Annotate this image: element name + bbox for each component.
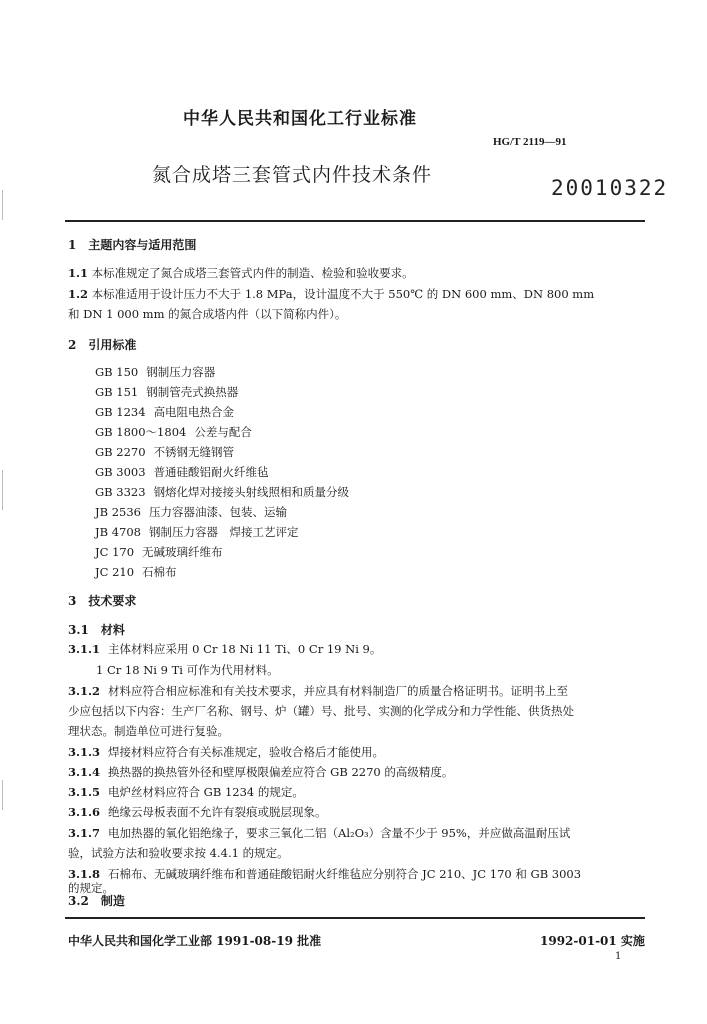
clause-line bbox=[68, 866, 581, 882]
clause-text: 的规定。 bbox=[68, 881, 114, 895]
reference-item bbox=[95, 444, 234, 460]
clause-number: 1.2 bbox=[68, 287, 89, 301]
reference-code: JB 4708 bbox=[95, 525, 141, 539]
reference-item bbox=[95, 524, 298, 540]
reference-item bbox=[95, 504, 287, 520]
clause-line bbox=[68, 641, 381, 657]
reference-code: JC 210 bbox=[95, 565, 135, 579]
reference-item bbox=[95, 424, 252, 440]
clause-number: 3.1.3 bbox=[68, 745, 101, 759]
clause-line bbox=[68, 804, 327, 820]
clause-line bbox=[68, 845, 289, 861]
clause-text: 绝缘云母板表面不允许有裂痕或脱层现象。 bbox=[108, 805, 327, 819]
clause-text: 验，试验方法和验收要求按 4.4.1 的规定。 bbox=[68, 846, 289, 860]
clause-text: 理状态。制造单位可进行复验。 bbox=[68, 724, 229, 738]
reference-code: JB 2536 bbox=[95, 505, 141, 519]
clause-number: 3.1.1 bbox=[68, 642, 101, 656]
clause-line bbox=[68, 825, 570, 841]
standard-number: HG/T 2119—91 bbox=[493, 136, 567, 148]
clause-line bbox=[68, 784, 304, 800]
clause-1-2-cont: 和 DN 1 000 mm 的氮合成塔内件（以下简称内件）。 bbox=[68, 307, 347, 321]
org-title: 中华人民共和国化工行业标准 bbox=[183, 109, 417, 129]
clause-1-2 bbox=[68, 286, 594, 302]
footer-rule bbox=[65, 917, 645, 919]
reference-name: 高电阻电热合金 bbox=[153, 405, 235, 419]
clause-text: 石棉布、无碱玻璃纤维布和普通硅酸铝耐火纤维毡应分别符合 JC 210、JC 170 和 GB 3003 bbox=[108, 867, 582, 881]
clause-text: 本标准适用于设计压力不大于 1.8 MPa，设计温度不大于 550℃ 的 DN 600 mm、DN 800 mm bbox=[91, 287, 595, 301]
clause-number: 3.1.5 bbox=[68, 785, 101, 799]
reference-code: GB 1800～1804 bbox=[95, 425, 187, 439]
clause-text: 材料应符合相应标准和有关技术要求，并应具有材料制造厂的质量合格证明书。证明书上至 bbox=[108, 684, 569, 698]
reference-code: JC 170 bbox=[95, 545, 135, 559]
clause-text: 电加热器的氧化铝绝缘子，要求三氧化二铝（Al₂O₃）含量不少于 95%，并应做高温耐压试 bbox=[108, 826, 571, 840]
reference-name: 压力容器油漆、包装、运输 bbox=[148, 505, 287, 519]
clause-text: 少应包括以下内容：生产厂名称、钢号、炉（罐）号、批号、实测的化学成分和力学性能、供货热处 bbox=[68, 704, 574, 718]
reference-item bbox=[95, 464, 269, 480]
reference-name: 普通硅酸铝耐火纤维毡 bbox=[153, 465, 269, 479]
reference-code: GB 150 bbox=[95, 365, 139, 379]
clause-text: 1 Cr 18 Ni 9 Ti 可作为代用材料。 bbox=[96, 663, 279, 677]
reference-item bbox=[95, 544, 223, 560]
clause-number: 3.1.7 bbox=[68, 826, 101, 840]
section-3-heading: 3 技术要求 bbox=[68, 594, 137, 608]
clause-number: 3.1.6 bbox=[68, 805, 101, 819]
section-2-heading: 2 引用标准 bbox=[68, 338, 137, 352]
reference-code: GB 2270 bbox=[95, 445, 146, 459]
clause-line bbox=[68, 744, 384, 760]
reference-item bbox=[95, 404, 234, 420]
clause-1-1 bbox=[68, 265, 414, 281]
clause-line bbox=[96, 662, 279, 678]
clause-text: 焊接材料应符合有关标准规定，验收合格后才能使用。 bbox=[108, 745, 385, 759]
reference-name: 钢制管壳式换热器 bbox=[146, 385, 239, 399]
date-stamp: 20010322 bbox=[551, 176, 669, 200]
reference-item bbox=[95, 564, 177, 580]
scan-edge-mark bbox=[2, 470, 3, 510]
clause-line bbox=[68, 703, 574, 719]
clause-text: 主体材料应采用 0 Cr 18 Ni 11 Ti、0 Cr 19 Ni 9。 bbox=[108, 642, 382, 656]
reference-name: 不锈钢无缝钢管 bbox=[153, 445, 235, 459]
reference-name: 无碱玻璃纤维布 bbox=[142, 545, 223, 559]
subsection-3-2-heading: 3.2 制造 bbox=[68, 894, 125, 908]
reference-item bbox=[95, 384, 238, 400]
clause-text: 本标准规定了氮合成塔三套管式内件的制造、检验和验收要求。 bbox=[91, 266, 414, 280]
clause-text: 电炉丝材料应符合 GB 1234 的规定。 bbox=[108, 785, 304, 799]
clause-number: 3.1.4 bbox=[68, 765, 101, 779]
reference-name: 公差与配合 bbox=[194, 425, 252, 439]
reference-name: 钢制压力容器 bbox=[146, 365, 216, 379]
scan-edge-mark bbox=[2, 780, 3, 810]
approval-line: 中华人民共和国化学工业部 1991-08-19 批准 bbox=[68, 934, 322, 948]
reference-item bbox=[95, 364, 215, 380]
clause-number: 3.1.8 bbox=[68, 867, 101, 881]
reference-code: GB 151 bbox=[95, 385, 139, 399]
subsection-3-1-heading: 3.1 材料 bbox=[68, 623, 125, 637]
clause-text: 换热器的换热管外径和壁厚极限偏差应符合 GB 2270 的高级精度。 bbox=[108, 765, 454, 779]
section-1-heading: 1 主题内容与适用范围 bbox=[68, 238, 197, 252]
reference-code: GB 1234 bbox=[95, 405, 146, 419]
reference-name: 钢熔化焊对接接头射线照相和质量分级 bbox=[153, 485, 350, 499]
scan-edge-mark bbox=[2, 190, 3, 220]
reference-name: 钢制压力容器 焊接工艺评定 bbox=[148, 525, 299, 539]
clause-line bbox=[68, 683, 568, 699]
reference-name: 石棉布 bbox=[142, 565, 177, 579]
reference-code: GB 3323 bbox=[95, 485, 146, 499]
reference-item bbox=[95, 484, 349, 500]
reference-code: GB 3003 bbox=[95, 465, 146, 479]
effective-date: 1992-01-01 实施 bbox=[540, 934, 645, 948]
page-number: 1 bbox=[615, 951, 622, 962]
clause-line bbox=[68, 764, 453, 780]
clause-line bbox=[68, 723, 229, 739]
header-rule bbox=[65, 220, 645, 222]
clause-number: 3.1.2 bbox=[68, 684, 101, 698]
clause-number: 1.1 bbox=[68, 266, 89, 280]
document-title: 氮合成塔三套管式内件技术条件 bbox=[152, 164, 433, 186]
